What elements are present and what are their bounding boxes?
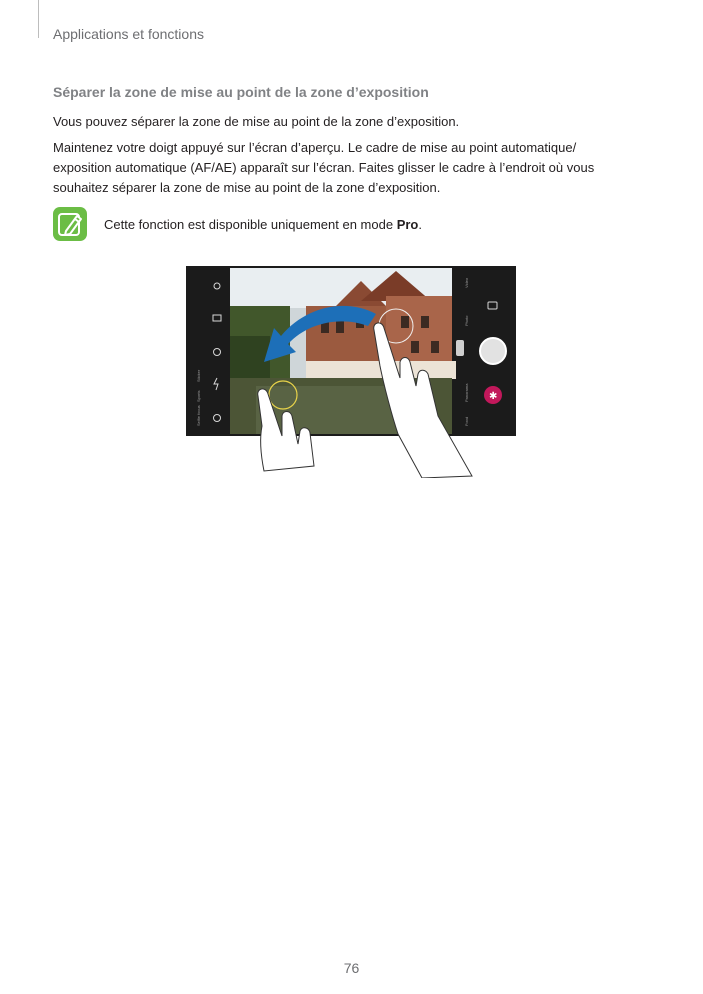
section-header: Applications et fonctions <box>53 26 204 42</box>
svg-text:Sports: Sports <box>196 390 201 402</box>
section-heading: Séparer la zone de mise au point de la zone d’exposition <box>53 84 429 100</box>
note-callout <box>53 207 422 241</box>
left-menu-labels <box>196 369 201 426</box>
camera-illustration <box>186 266 516 478</box>
paragraph-intro: Vous pouvez séparer la zone de mise au point de la zone d’exposition. <box>53 114 460 129</box>
svg-text:Selfie focus: Selfie focus <box>196 405 201 426</box>
svg-text:Sticker: Sticker <box>196 369 201 382</box>
svg-text:Food: Food <box>464 416 469 426</box>
paragraph-instructions: Maintenez votre doigt appuyé sur l’écran d’aperçu. Le cadre de mise au point automatique/ exposition automatique (AF/AE) apparaît sur l’écran. Faites glisser le cadre à l’endroit où vous souhaitez séparer la zone de mise au point de la zone d’exposition. <box>53 140 595 195</box>
shutter-button[interactable] <box>480 338 506 364</box>
page-number: 76 <box>343 960 360 976</box>
gallery-thumbnail[interactable] <box>456 340 464 356</box>
svg-text:Video: Video <box>464 277 469 288</box>
svg-text:Panorama: Panorama <box>464 383 469 402</box>
mode-name: Pro <box>396 216 419 232</box>
note-pencil-icon <box>53 207 87 241</box>
svg-text:Photo: Photo <box>464 315 469 326</box>
note-text: Cette fonction est disponible uniquement en mode Pro. <box>104 216 422 232</box>
effects-icon: ✱ <box>489 391 498 402</box>
margin-rule <box>38 0 39 38</box>
